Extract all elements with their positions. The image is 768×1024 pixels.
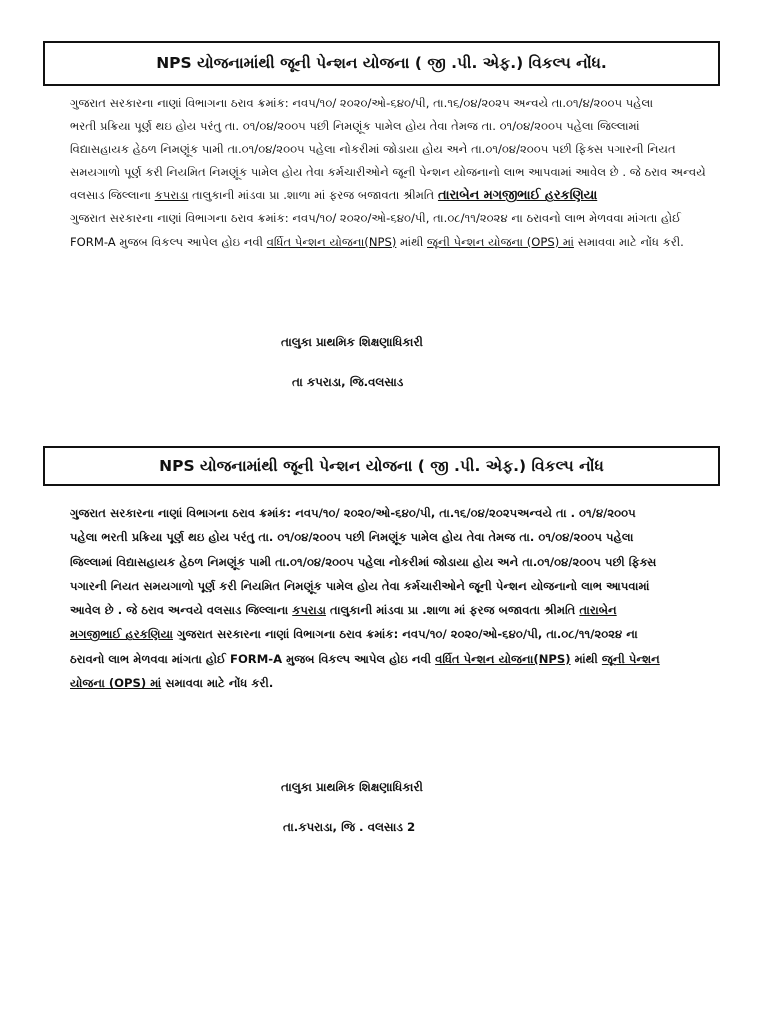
ops-scheme: જૂની પેન્શન યોજના (OPS) માં [426,234,574,249]
body-2-text: ગુજરાત સરકારના નાણાં વિભાગના ઠરાવ ક્રમાંક: નવપ/૧૦/ ૨૦૨૦/ઓ-૬૪૦/પી, તા.૦૮/૧૧/૨૦૨૪ ના [173,627,638,642]
employee-name: મગજીભાઈ હરકણિયા [70,627,173,642]
body-2-line: ગુજરાત સરકારના નાણાં વિભાગના ઠરાવ ક્રમાંક: નવપ/૧૦/ ૨૦૨૦/ઓ-૬૪૦/પી, તા.૧૬/૦૪/૨૦૨૫અન્વયે તા . ૦૧/૪/૨૦૦૫ [70,506,636,520]
body-2-line: જિલ્લામાં વિદ્યાસહાયક હેઠળ નિમણૂંક પામી તા.૦૧/૦૪/૨૦૦૫ પહેલા નોકરીમાં જોડાયા હોય અને તા.૦૧/૦૪/૨૦૦૫ પછી ફિક્સ [70,554,657,569]
body-1-text: વલસાડ જિલ્લાના [70,188,155,203]
body-1-text: તાલુકાની માંડવા પ્રા .શાળા માં ફરજ બજાવતા શ્રીમતિ [188,188,438,203]
ops-scheme: જૂની પેન્શન [601,651,660,666]
nps-scheme: વર્ધિત પેન્શન યોજના(NPS) [266,234,397,249]
body-1-line: સમયગાળો પૂર્ણ કરી નિયમિત નિમણૂંક પામેલ હોય તેવા કર્મચારીઓને જૂની પેન્શન યોજનાનો લાભ આપવામાં આવેલ છે . જે ઠરાવ અન્વયે [70,165,706,180]
notice-body-1 [46,92,722,254]
body-2-text: આવેલ છે . જે ઠરાવ અન્વયે વલસાડ જિલ્લાના [70,603,293,618]
body-2-text: માંથી [570,651,602,666]
body-1-line: ભરતી પ્રક્રિયા પૂર્ણ થઇ હોય પરંતુ તા. ૦૧/૦૪/૨૦૦૫ પછી નિમણૂંક પામેલ હોય તેવા તેમજ તા. ૦૧/૦૪/૨૦૦૫ પહેલા જિલ્લામાં [70,119,640,134]
body-1-text: FORM-A મુજબ વિકલ્પ આપેલ હોઇ નવી [70,234,267,249]
notice-title-2-text: NPS યોજનામાંથી જૂની પેન્શન યોજના ( જી .પી. એફ.) વિકલ્પ નોંધ [159,456,604,475]
signature-place-2: તા.કપરાડા, જિ . વલસાડ 2 [283,820,416,834]
body-2-line [46,647,722,671]
notice-title-2 [43,446,720,486]
body-1-line: વિદ્યાસહાયક હેઠળ નિમણૂંક પામી તા.૦૧/૦૪/૨૦૦૫ પહેલા નોકરીમાં જોડાયા હોય અને તા.૦૧/૦૪/૨૦૦૫ પછી ફિક્સ પગારની નિયત [70,142,676,157]
employee-name: તારાબેન મગજીભાઈ હરકણિયા [437,188,598,204]
body-2-text: ઠરાવનો લાભ મેળવવા માંગતા હોઈ FORM-A મુજબ વિકલ્પ આપેલ હોઇ નવી [70,651,436,666]
ops-scheme: યોજના (OPS) માં [70,676,162,691]
body-2-line [46,598,722,622]
body-1-line: ગુજરાત સરકારના નાણાં વિભાગના ઠરાવ ક્રમાંક: નવપ/૧૦/ ૨૦૨૦/ઓ-૬૪૦/પી, તા.૦૮/૧૧/૨૦૨૪ ના ઠરાવનો લાભ મેળવવા માંગતા હોઈ [70,211,682,226]
body-1-text: માંથી [396,234,427,249]
body-2-line [46,622,722,646]
notice-title-1 [43,41,720,86]
body-1-line: ગુજરાત સરકારના નાણાં વિભાગના ઠરાવ ક્રમાંક: નવપ/૧૦/ ૨૦૨૦/ઓ-૬૪૦/પી, તા.૧૬/૦૪/૨૦૨૫ અન્વયે તા.૦૧/૪/૨૦૦૫ પહેલા [70,96,654,110]
signature-title-2: તાલુકા પ્રાથમિક શિક્ષણાધિકારી [281,780,423,794]
notice-title-1-text: NPS યોજનામાંથી જૂની પેન્શન યોજના ( જી .પી. એફ.) વિકલ્પ નોંધ. [156,54,607,72]
body-2-text: સમાવવા માટે નોંધ કરી. [161,676,274,691]
taluka-name: કપરાડા [154,188,189,203]
signature-place-1: તા કપરાડા, જિ.વલસાડ [292,375,404,389]
body-1-text: સમાવવા માટે નોંધ કરી. [573,234,684,249]
taluka-name: કપરાડા [292,603,326,618]
notice-body-2 [46,501,722,695]
body-2-line: પહેલા ભરતી પ્રક્રિયા પૂર્ણ થઇ હોય પરંતુ તા. ૦૧/૦૪/૨૦૦૫ પછી નિમણૂંક પામેલ હોય તેવા તેમજ તા. ૦૧/૦૪/૨૦૦૫ પહેલા [70,530,634,545]
body-1-line [46,231,722,254]
employee-name: તારાબેન [579,603,617,618]
nps-scheme: વર્ધિત પેન્શન યોજના(NPS) [435,651,571,666]
body-2-line: પગારની નિયત સમયગાળો પૂર્ણ કરી નિયમિત નિમણૂંક પામેલ હોય તેવા કર્મચારીઓને જૂની પેન્શન યોજનાનો લાભ આપવામાં [70,578,650,593]
body-1-line [46,184,722,207]
signature-title-1: તાલુકા પ્રાથમિક શિક્ષણાધિકારી [281,335,423,349]
body-2-text: તાલુકાની માંડવા પ્રા .શાળા માં ફરજ બજાવતા શ્રીમતિ [325,603,580,618]
body-2-line [46,671,722,695]
